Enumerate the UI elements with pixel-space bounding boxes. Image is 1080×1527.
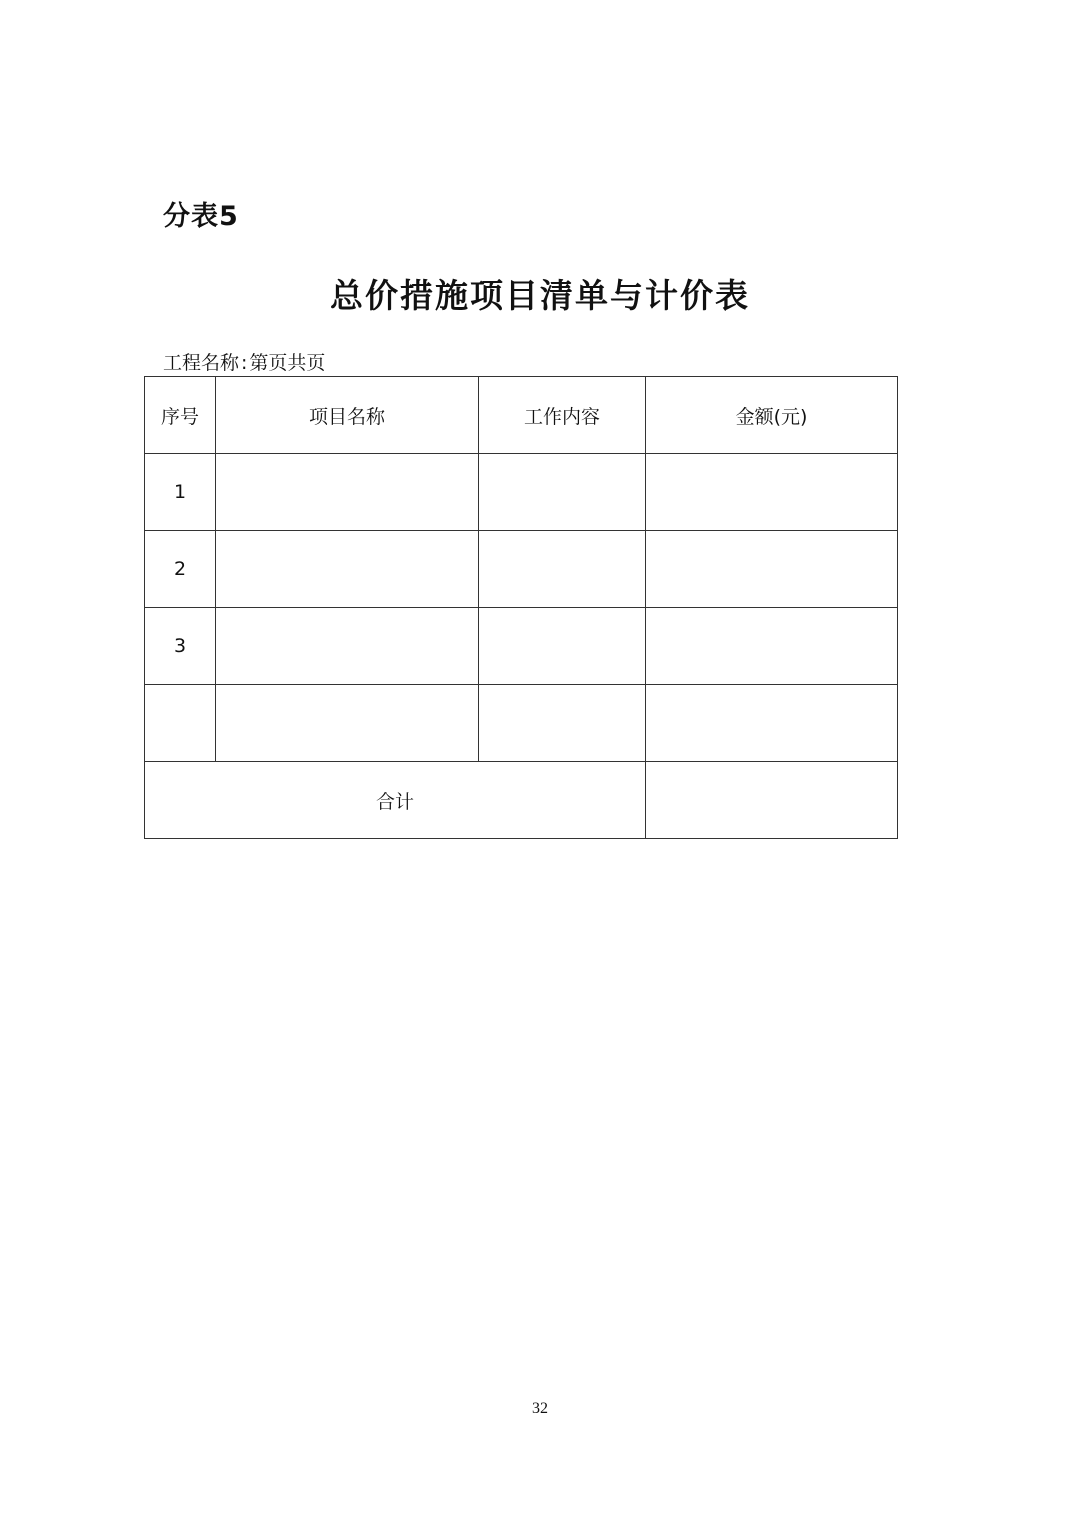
row-content-cell (479, 454, 646, 531)
project-name-label: 工程名称 (163, 352, 240, 374)
table-label: 分表5 (163, 201, 239, 232)
row-content-cell (479, 685, 646, 762)
project-info-line (163, 348, 325, 375)
row-name-cell (216, 454, 479, 531)
table-row (145, 454, 898, 531)
page-number: 32 (532, 1400, 548, 1417)
measures-price-table (144, 376, 898, 839)
row-seq-cell: 1 (145, 454, 216, 531)
table-row (145, 608, 898, 685)
column-header-item-name: 项目名称 (216, 377, 479, 454)
row-name-cell (216, 685, 479, 762)
total-amount-cell (646, 762, 898, 839)
row-amount-cell (646, 608, 898, 685)
page-count-label: 第页共页 (249, 352, 326, 374)
row-name-cell (216, 608, 479, 685)
page-title: 总价措施项目清单与计价表 (330, 276, 750, 315)
row-content-cell (479, 608, 646, 685)
column-header-work-content: 工作内容 (479, 377, 646, 454)
row-seq-cell: 2 (145, 531, 216, 608)
row-content-cell (479, 531, 646, 608)
row-name-cell (216, 531, 479, 608)
table-row (145, 531, 898, 608)
table-row (145, 685, 898, 762)
row-seq-cell (145, 685, 216, 762)
table-header-row (145, 377, 898, 454)
row-amount-cell (646, 531, 898, 608)
row-amount-cell (646, 685, 898, 762)
project-name-separator: : (241, 352, 248, 374)
table-total-row (145, 762, 898, 839)
total-label-cell: 合计 (145, 762, 646, 839)
row-seq-cell: 3 (145, 608, 216, 685)
column-header-amount: 金额(元) (646, 377, 898, 454)
row-amount-cell (646, 454, 898, 531)
column-header-seq: 序号 (145, 377, 216, 454)
